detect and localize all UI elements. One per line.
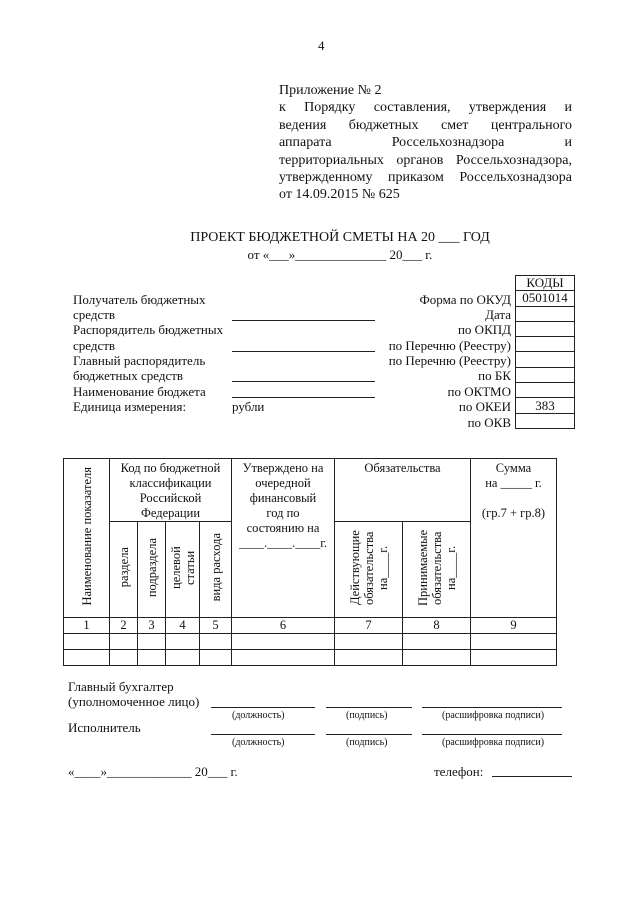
chief-decoding-line[interactable] [422,707,562,708]
executor-signature-line[interactable] [326,734,412,735]
title-date-line: от «___»______________ 20___ г. [247,247,433,262]
sum-line [471,491,556,506]
label-date: Дата [485,307,511,322]
col-header-active-oblig: Действующие обязательства на____г. [335,522,403,618]
col-header-obligations: Обязательства [335,459,471,522]
authorized-person-label: (уполномоченное лицо) [68,694,200,709]
table-cell[interactable] [138,650,166,666]
document-title: ПРОЕКТ БЮДЖЕТНОЙ СМЕТЫ НА 20 ___ ГОД [190,230,490,245]
recipient-fill-line[interactable] [232,320,375,321]
col-number: 5 [200,618,232,634]
label-okud: Форма по ОКУД [419,292,511,307]
codes-header: КОДЫ [516,276,575,291]
table-cell[interactable] [64,650,110,666]
col-header-razdel: раздела [110,522,138,618]
col-number: 9 [471,618,557,634]
col-header-approved [232,459,335,618]
table-cell[interactable] [200,650,232,666]
table-row [64,650,557,666]
field-label-recipient-2: средств [73,307,116,322]
sum-line: на _____ г. [485,476,542,490]
annex-line: утвержденному приказом Россельхознадзора [279,170,572,186]
annex-block [279,82,572,204]
col-number: 4 [166,618,200,634]
table-cell[interactable] [471,634,557,650]
col-header-celevoy: целевой статьи [166,522,200,618]
annex-line: аппарата Россельхознадзора и [279,135,572,151]
field-label-manager-2: средств [73,338,116,353]
table-cell[interactable] [403,650,471,666]
table-cell[interactable] [138,634,166,650]
chief-manager-fill-line[interactable] [232,381,375,382]
table-cell[interactable] [232,650,335,666]
col-number: 6 [232,618,335,634]
unit-value: рубли [232,399,265,414]
caption-position: (должность) [232,737,285,748]
annex-line: от 14.09.2015 № 625 [279,187,400,203]
chief-position-line[interactable] [211,707,315,708]
col-header-code-group: Код по бюджетной классификации Российской Федерации [110,459,232,522]
table-cell[interactable] [335,650,403,666]
approved-line: состоянию на [246,521,320,535]
code-cell-okei[interactable]: 383 [516,398,575,413]
code-cell-date[interactable] [516,306,575,321]
chief-signature-line[interactable] [326,707,412,708]
table-cell[interactable] [232,634,335,650]
code-cell-okud[interactable]: 0501014 [516,291,575,306]
code-cell-okv[interactable] [516,413,575,428]
code-cell-oktmo[interactable] [516,383,575,398]
label-okv: по ОКВ [467,415,511,430]
table-cell[interactable] [110,650,138,666]
field-label-manager: Распорядитель бюджетных [73,322,224,337]
label-okpd: по ОКПД [457,322,511,337]
col-number: 3 [138,618,166,634]
label-registry-2: по Перечню (Реестру) [388,353,511,368]
approved-line: очередной [255,476,311,490]
executor-decoding-line[interactable] [422,734,562,735]
executor-label: Исполнитель [68,720,141,735]
col-number: 7 [335,618,403,634]
code-cell-registry-2[interactable] [516,352,575,367]
caption-signature: (подпись) [346,710,388,721]
annex-line: Приложение № 2 [279,83,382,98]
caption-signature: (подпись) [346,737,388,748]
col-header-podrazdel: подраздела [138,522,166,618]
label-oktmo: по ОКТМО [447,384,511,399]
chief-accountant-label: Главный бухгалтер [68,679,174,694]
codes-table [515,275,575,429]
manager-fill-line[interactable] [232,351,375,352]
table-cell[interactable] [110,634,138,650]
table-cell[interactable] [64,634,110,650]
table-cell[interactable] [200,634,232,650]
col-header-vid: вида расхода [200,522,232,618]
code-cell-registry-1[interactable] [516,337,575,352]
table-row [64,634,557,650]
code-cell-bk[interactable] [516,367,575,382]
label-registry-1: по Перечню (Реестру) [388,338,511,353]
annex-line: ведения бюджетных смет центрального [279,117,572,133]
signature-date-line: «____»_____________ 20___ г. [68,764,238,779]
field-label-recipient: Получатель бюджетных [73,292,206,307]
table-cell[interactable] [335,634,403,650]
field-label-chief-manager-2: бюджетных средств [73,368,184,383]
budget-name-fill-line[interactable] [232,397,375,398]
estimate-table [63,458,557,666]
field-label-chief-manager: Главный распорядитель [73,353,206,368]
code-cell-okpd[interactable] [516,321,575,336]
col-header-new-oblig: Принимаемые обязательства на____г. [403,522,471,618]
page-number: 4 [318,38,325,53]
label-okei: по ОКЕИ [458,399,511,414]
caption-position: (должность) [232,710,285,721]
col-number: 1 [64,618,110,634]
col-header-name: Наименование показателя [64,459,110,618]
field-label-unit: Единица измерения: [73,399,187,414]
table-cell[interactable] [166,650,200,666]
annex-line: к Порядку составления, утверждения и [279,100,572,116]
annex-line: территориальных органов Россельхознадзора, [279,152,572,168]
approved-line: ____.____.____г. [238,536,328,550]
table-cell[interactable] [403,634,471,650]
field-label-budget-name: Наименование бюджета [73,384,206,399]
col-header-sum [471,459,557,618]
phone-label: телефон: [434,764,484,779]
table-cell[interactable] [471,650,557,666]
phone-fill-line[interactable] [492,776,572,777]
col-number: 2 [110,618,138,634]
caption-decoding: (расшифровка подписи) [442,737,545,748]
col-number: 8 [403,618,471,634]
approved-line: Утверждено на [242,461,324,475]
table-cell[interactable] [166,634,200,650]
label-bk: по БК [478,368,511,383]
column-number-row [64,618,557,634]
executor-position-line[interactable] [211,734,315,735]
sum-line: Сумма [495,461,532,475]
caption-decoding: (расшифровка подписи) [442,710,545,721]
sum-line: (гр.7 + гр.8) [481,506,546,520]
approved-line: финансовый [249,491,317,505]
approved-line: год по [266,506,300,520]
